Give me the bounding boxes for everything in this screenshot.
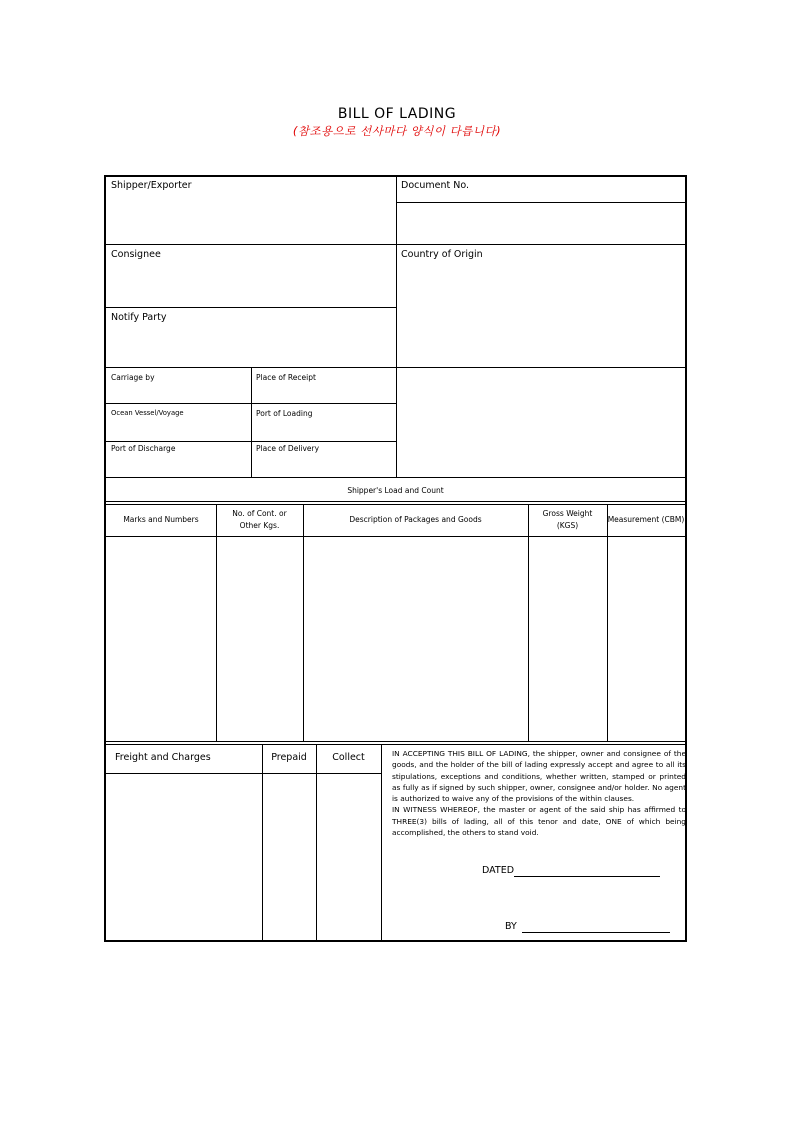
by-signature-line[interactable] bbox=[522, 932, 670, 933]
terms-paragraph-acceptance: IN ACCEPTING THIS BILL OF LADING, the shipper, owner and consignee of the goods, and the holder of the bill of lading expressly accept and agree to all its stipulations, exceptions and conditions, whether written, stamped or printed as fully as if signed by such shipper, owner, consignee and/or holder. No agent is authorized to waive any of the provisions of the within clauses. bbox=[392, 749, 686, 804]
prepaid-label: Prepaid bbox=[271, 752, 307, 763]
divider-table-bottom-1 bbox=[106, 741, 685, 742]
divider-charges-header bbox=[106, 773, 382, 774]
ocean-vessel-voyage-label: Ocean Vessel/Voyage bbox=[111, 409, 184, 417]
divider-notify bbox=[106, 307, 396, 308]
column-divider-packages bbox=[303, 504, 304, 741]
gross-weight-header bbox=[528, 508, 607, 532]
marks-and-numbers-header: Marks and Numbers bbox=[123, 515, 199, 524]
no-of-cont-header-line1: No. of Cont. or bbox=[232, 509, 287, 518]
column-divider-gross bbox=[607, 504, 608, 741]
port-of-loading-label: Port of Loading bbox=[256, 409, 313, 418]
shippers-load-and-count: Shipper's Load and Count bbox=[347, 486, 444, 495]
notify-party-label: Notify Party bbox=[111, 312, 167, 323]
measurement-header: Measurement (CBM) bbox=[607, 515, 685, 524]
consignee-label: Consignee bbox=[111, 249, 161, 260]
column-divider-collect bbox=[381, 744, 382, 940]
divider-document-no bbox=[396, 202, 685, 203]
description-header: Description of Packages and Goods bbox=[349, 515, 482, 524]
place-of-receipt-label: Place of Receipt bbox=[256, 373, 316, 382]
terms-paragraph-witness: IN WITNESS WHEREOF, the master or agent of the said ship has affirmed to THREE(3) bills of lading, all of this tenor and date, ONE of which being accomplished, the others to stand void. bbox=[392, 805, 686, 838]
no-of-cont-header-line2: Other Kgs. bbox=[239, 521, 280, 530]
document-title: BILL OF LADING bbox=[337, 106, 457, 122]
carriage-by-label: Carriage by bbox=[111, 373, 155, 382]
collect-label: Collect bbox=[332, 752, 365, 763]
column-divider-routing bbox=[251, 367, 252, 477]
column-divider-prepaid bbox=[316, 744, 317, 940]
divider-shippers-load bbox=[106, 477, 685, 478]
column-divider-marks bbox=[216, 504, 217, 741]
dated-signature-line[interactable] bbox=[514, 876, 660, 877]
divider-table-top-2 bbox=[106, 504, 685, 505]
bill-of-lading-form bbox=[104, 175, 687, 942]
gross-weight-header-line1: Gross Weight bbox=[542, 509, 593, 518]
document-no-label: Document No. bbox=[401, 180, 470, 191]
divider-table-top-1 bbox=[106, 501, 685, 502]
column-divider-description bbox=[528, 504, 529, 741]
by-label: BY bbox=[505, 921, 517, 932]
document-subtitle: (참조용으로 선사마다 양식이 다릅니다) bbox=[292, 124, 502, 138]
country-of-origin-label: Country of Origin bbox=[401, 249, 483, 260]
gross-weight-header-line2: (KGS) bbox=[556, 521, 579, 530]
column-divider-main bbox=[396, 177, 397, 477]
column-divider-freight bbox=[262, 744, 263, 940]
shipper-exporter-label: Shipper/Exporter bbox=[111, 180, 192, 191]
port-of-discharge-label: Port of Discharge bbox=[111, 444, 176, 453]
terms-text bbox=[392, 748, 686, 838]
freight-and-charges-label: Freight and Charges bbox=[115, 752, 211, 763]
no-of-cont-header bbox=[216, 508, 303, 532]
dated-label: DATED bbox=[482, 865, 515, 876]
divider-table-bottom-2 bbox=[106, 744, 685, 745]
place-of-delivery-label: Place of Delivery bbox=[256, 444, 320, 453]
divider-table-header bbox=[106, 536, 685, 537]
